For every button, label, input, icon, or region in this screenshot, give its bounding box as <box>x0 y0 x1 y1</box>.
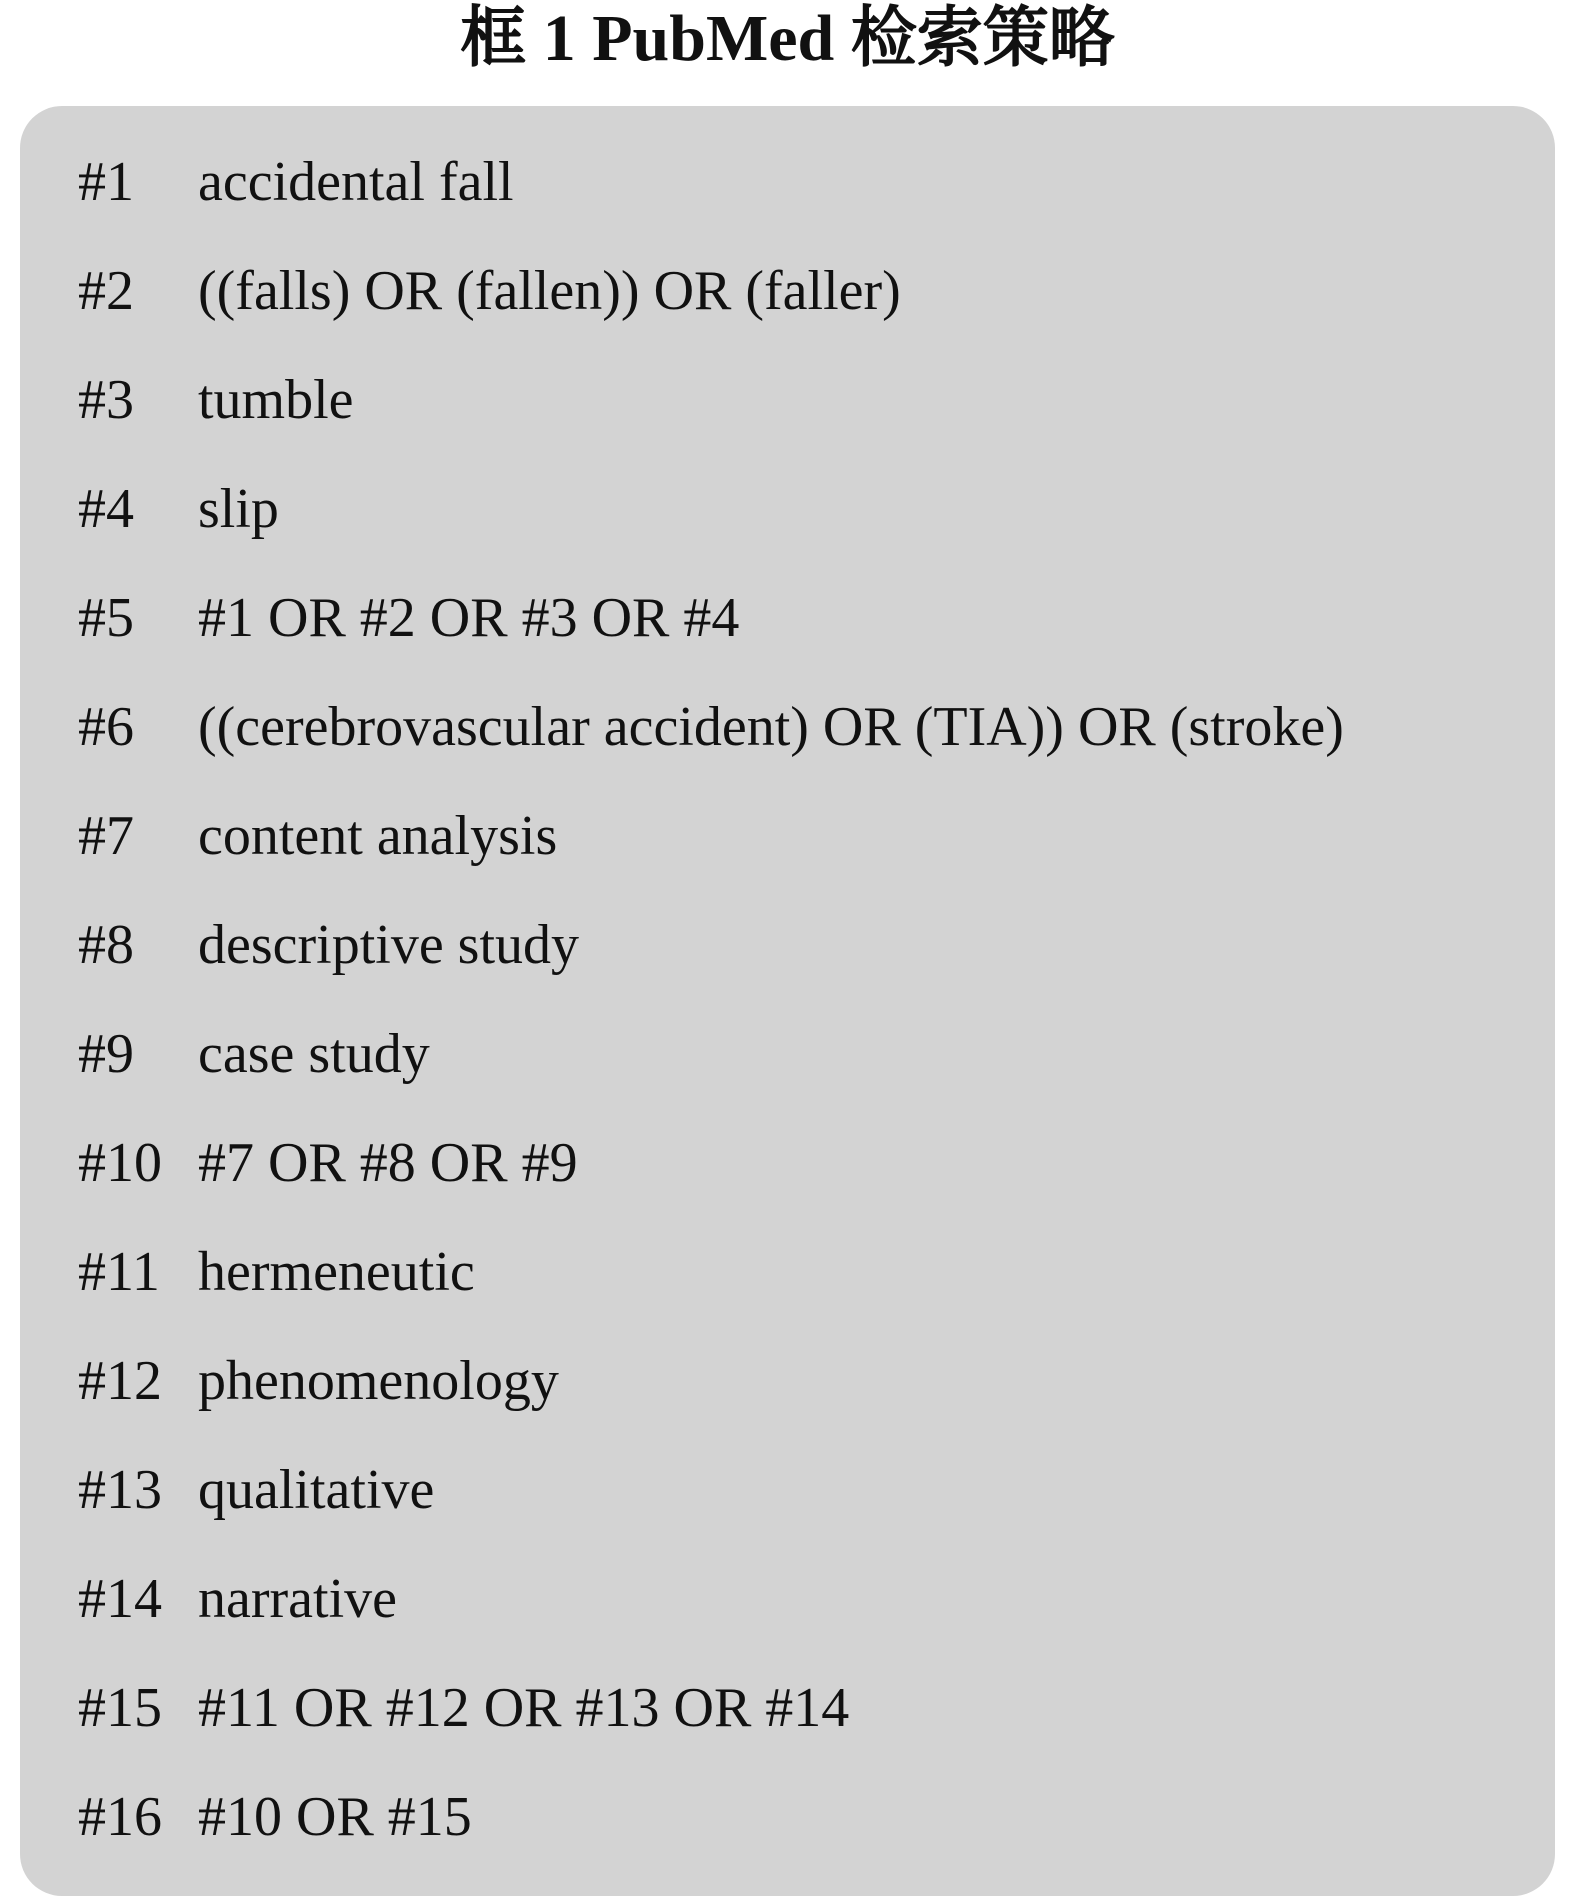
search-line-7 <box>78 786 557 886</box>
search-line-15 <box>78 1658 849 1758</box>
search-line-query: slip <box>198 478 279 540</box>
search-line-query: ((cerebrovascular accident) OR (TIA)) OR (stroke) <box>198 696 1344 758</box>
search-line-query: #11 OR #12 OR #13 OR #14 <box>198 1677 850 1739</box>
search-line-query: case study <box>198 1023 430 1085</box>
search-line-query: descriptive study <box>198 914 580 976</box>
search-line-16 <box>78 1767 472 1867</box>
search-line-12 <box>78 1331 559 1431</box>
search-line-number: #3 <box>78 369 134 431</box>
search-line-query: #10 OR #15 <box>198 1786 472 1848</box>
search-line-number: #4 <box>78 478 134 540</box>
search-line-number: #6 <box>78 696 134 758</box>
search-line-query: ((falls) OR (fallen)) OR (faller) <box>198 260 901 322</box>
search-line-query: accidental fall <box>198 151 514 213</box>
search-line-query: qualitative <box>198 1459 435 1521</box>
search-line-13 <box>78 1440 434 1540</box>
search-line-number: #15 <box>78 1677 162 1739</box>
search-line-query: narrative <box>198 1568 397 1630</box>
search-line-9 <box>78 1004 430 1104</box>
search-line-6 <box>78 677 1344 777</box>
search-line-query: content analysis <box>198 805 558 867</box>
search-line-number: #5 <box>78 587 134 649</box>
search-line-number: #7 <box>78 805 134 867</box>
search-line-query: tumble <box>198 369 354 431</box>
search-line-number: #11 <box>78 1241 160 1303</box>
search-line-8 <box>78 895 579 995</box>
search-line-query: #7 OR #8 OR #9 <box>198 1132 578 1194</box>
search-line-2 <box>78 241 901 341</box>
search-line-number: #14 <box>78 1568 162 1630</box>
search-line-1 <box>78 132 514 232</box>
search-line-14 <box>78 1549 397 1649</box>
search-line-4 <box>78 459 279 559</box>
search-line-number: #1 <box>78 151 134 213</box>
search-line-number: #9 <box>78 1023 134 1085</box>
search-line-number: #10 <box>78 1132 162 1194</box>
search-line-number: #8 <box>78 914 134 976</box>
search-line-query: phenomenology <box>198 1350 559 1412</box>
search-line-5 <box>78 568 739 668</box>
search-line-number: #2 <box>78 260 134 322</box>
search-line-10 <box>78 1113 578 1213</box>
search-line-query: hermeneutic <box>198 1241 475 1303</box>
search-line-number: #16 <box>78 1786 162 1848</box>
search-line-3 <box>78 350 354 450</box>
search-line-number: #12 <box>78 1350 162 1412</box>
search-line-query: #1 OR #2 OR #3 OR #4 <box>198 587 740 649</box>
box-title: 框 1 PubMed 检索策略 <box>460 2 1115 75</box>
search-line-11 <box>78 1222 475 1322</box>
search-line-number: #13 <box>78 1459 162 1521</box>
